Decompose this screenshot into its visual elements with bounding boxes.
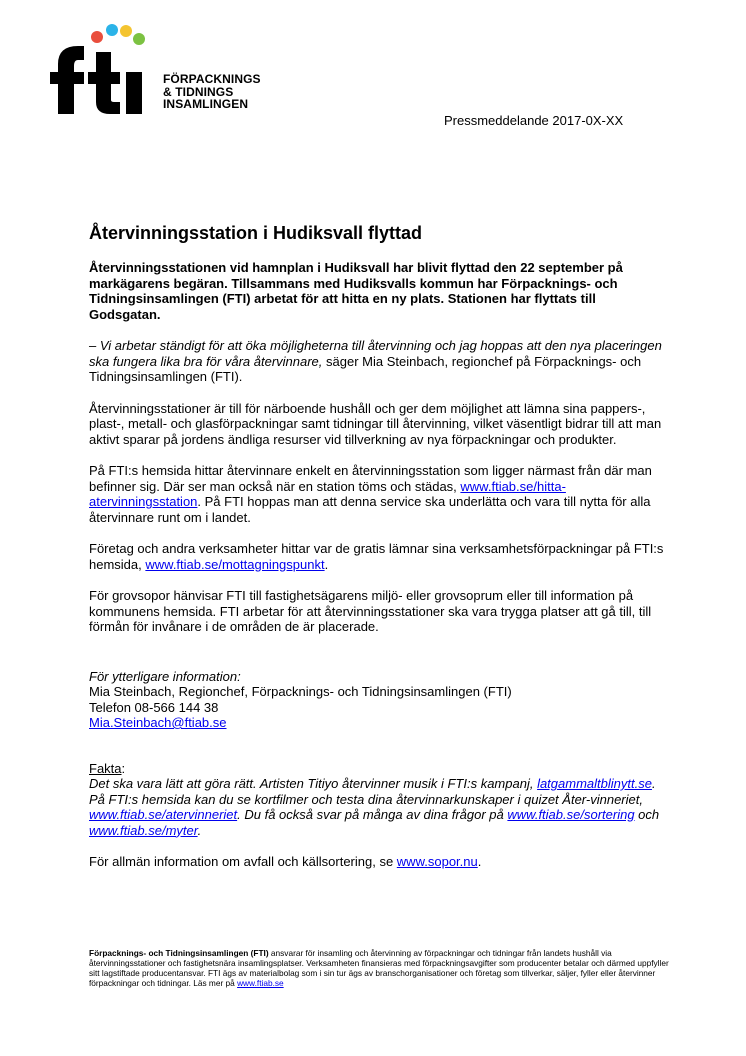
logo-line-3: INSAMLINGEN: [163, 97, 249, 111]
article-title: Återvinningsstation i Hudiksvall flyttad: [89, 223, 423, 243]
footer-description: ansvarar för insamling och återvinning av förpackningar och tidningar från landets hushåll via återvinningsstationer och fastighetsnära insamlingsplatser. Verksamheten finansieras med förpackningsavgifter som producenter betalar och därmed uppfyller sitt lagstiftade producentansvar. FTI ägs av materialbolag som i sin tur ägs av branschorganisationer och företag som tillverkar, säljer, fyller eller återvinner förpackningar och tidningar. Läs mer på: [89, 948, 669, 988]
logo-dot-yellow: [120, 25, 132, 37]
logo-dot-red: [91, 31, 103, 43]
fti-logo-mark: [48, 22, 168, 122]
atervinneriet-link[interactable]: www.ftiab.se/atervinneriet: [89, 807, 238, 822]
general-info-paragraph: För allmän information om avfall och källsortering, se www.sopor.nu.: [89, 854, 482, 869]
p3-text-b: . På FTI hoppas man att denna service ska underlätta och vara till nytta för alla återvinnare runt om i landet.: [89, 494, 651, 525]
logo-line-1: FÖRPACKNINGS: [163, 72, 261, 86]
quote-paragraph: [89, 338, 669, 385]
hitta-atervinningsstation-link[interactable]: www.ftiab.se/hitta-atervinningsstation: [89, 478, 566, 509]
contact-phone: Telefon 08-566 144 38: [89, 699, 219, 715]
contact-name: Mia Steinbach, Regionchef, Förpacknings- och Tidningsinsamlingen (FTI): [89, 684, 512, 699]
paragraph-4: [89, 541, 669, 572]
fti-logo: [48, 22, 288, 122]
footer-ftiab-link[interactable]: www.ftiab.se: [237, 978, 284, 988]
logo-letter-f: [50, 46, 84, 114]
logo-letter-i: [126, 72, 142, 114]
contact-email-link[interactable]: Mia.Steinbach@ftiab.se: [89, 715, 227, 730]
footer-text: [89, 948, 674, 988]
sortering-link[interactable]: www.ftiab.se/sortering: [507, 807, 635, 822]
fakta-text: Det ska vara lätt att göra rätt. Artisten Titiyo återvinner musik i FTI:s kampanj, latgammaltblinytt.se. På FTI:s hemsida kan du se kortfilmer och testa dina återvinnarkunskaper i quizet Åter-vinneriet, www.ftiab.se/atervinneriet. Du få också svar på många av dina frågor på www.ftiab.se/sortering och www.ftiab.se/myter.: [89, 776, 660, 838]
logo-text: [163, 73, 261, 111]
contact-block: [89, 669, 669, 731]
sopor-link[interactable]: www.sopor.nu: [396, 854, 478, 869]
logo-letter-t: [88, 52, 120, 114]
latgammaltblinytt-link[interactable]: latgammaltblinytt.se: [537, 776, 652, 791]
article-lead: Återvinningsstationen vid hamnplan i Hudiksvall har blivit flyttad den 22 september på markägarens begäran. Tillsammans med Hudiksvalls kommun har Förpacknings- och Tidningsinsamlingen (FTI) arbetat för att hitta en ny plats. Stationen har flyttats till Godsgatan.: [89, 260, 623, 322]
logo-line-2: & TIDNINGS: [163, 84, 234, 99]
p4-text-a: Företag och andra verksamheter hittar var de gratis lämnar sina verksamhetsförpackningar på FTI:s hemsida,: [89, 541, 664, 572]
fakta-label: Fakta: [89, 760, 122, 776]
paragraph-3: [89, 463, 669, 525]
press-release-label: Pressmeddelande 2017-0X-XX: [444, 113, 624, 128]
fakta-block: [89, 761, 669, 839]
p3-text-a: På FTI:s hemsida hittar återvinnare enkelt en återvinningsstation som ligger närmast från där man befinner sig. Där ser man också när en station töms och städas,: [89, 463, 652, 494]
article-body: [89, 222, 669, 886]
mottagningspunkt-link[interactable]: www.ftiab.se/mottagningspunkt: [145, 556, 325, 572]
fakta-heading: Fakta:: [89, 760, 126, 776]
p4-text-b: .: [324, 556, 329, 572]
logo-dot-blue: [106, 24, 118, 36]
paragraph-2: Återvinningsstationer är till för närboende hushåll och ger dem möjlighet att lämna sina pappers-, plast-, metall- och glasförpackningar samt tidningar till återvinning, vilket väsentligt bidrar till att man aktivt sparar på jordens ändliga resurser vid tillverkning av nya förpackningar och produkter.: [89, 400, 662, 447]
quote-rest: säger Mia Steinbach, regionchef på Förpacknings- och Tidningsinsamlingen (FTI).: [89, 353, 642, 384]
quote-italic: – Vi arbetar ständigt för att öka möjligheterna till återvinning och jag hoppas att den nya placeringen ska fungera lika bra för våra återvinnare,: [89, 338, 662, 369]
myter-link[interactable]: www.ftiab.se/myter: [89, 822, 198, 838]
footer-org-name: Förpacknings- och Tidningsinsamlingen (FTI): [89, 948, 269, 958]
logo-dot-green: [133, 33, 145, 45]
contact-heading: För ytterligare information:: [89, 668, 241, 684]
paragraph-5: För grovsopor hänvisar FTI till fastighetsägarens miljö- eller grovsoprum eller till information på kommunens hemsida. FTI arbetar för att återvinningsstationer ska vara trygga platser att gå till, till förmån för invånare i de områden de är placerade.: [89, 588, 652, 634]
